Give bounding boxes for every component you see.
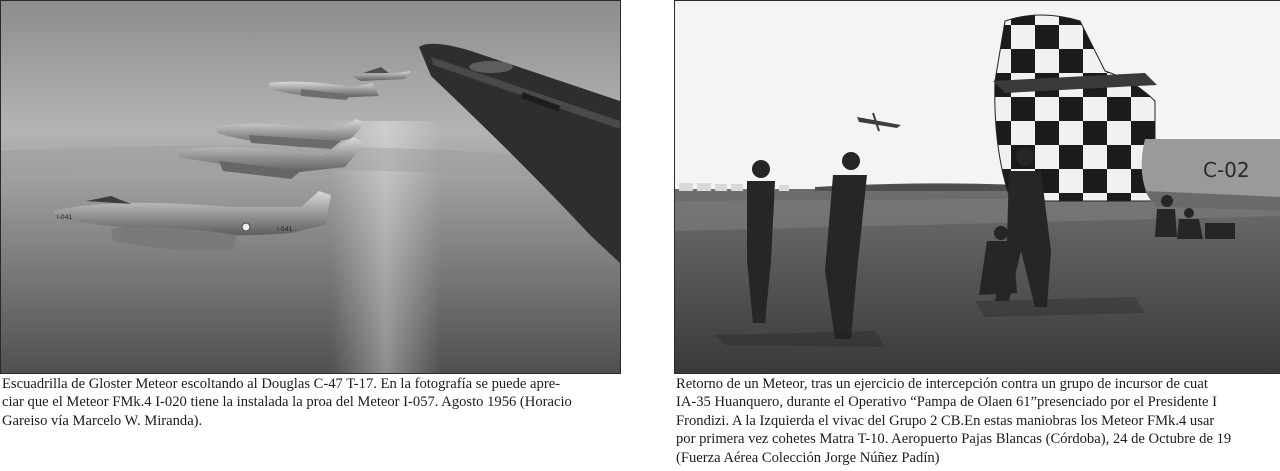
photo-airfield-return-image (675, 1, 1280, 373)
caption-line: Gareiso vía Marcelo W. Miranda). (2, 412, 203, 429)
aircraft-marking: I-041 (277, 226, 293, 233)
photo-meteor-formation (0, 0, 621, 374)
caption-line: (Fuerza Aérea Colección Jorge Núñez Padín) (676, 449, 940, 466)
caption-right (676, 375, 1280, 471)
photo-meteor-formation-image (1, 1, 620, 373)
caption-line: por primera vez cohetes Matra T-10. Aeropuerto Pajas Blancas (Córdoba), 24 de Octubre de 19 (676, 431, 1232, 448)
caption-line: IA-35 Huanquero, durante el Operativo “Pampa de Olaen 61”presenciado por el Presidente I (676, 394, 1217, 411)
aircraft-marking: I-041 (57, 214, 73, 221)
caption-line: Escuadrilla de Gloster Meteor escoltando al Douglas C-47 T-17. En la fotografía se puede apre- (2, 376, 561, 392)
caption-line: Frondizi. A la Izquierda el vivac del Grupo 2 CB.En estas maniobras los Meteor FMk.4 usar (676, 412, 1215, 429)
photo-airfield-return (674, 0, 1280, 374)
caption-line: Retorno de un Meteor, tras un ejercicio de intercepción contra un grupo de incursor de cuat (676, 376, 1208, 392)
caption-line: ciar que el Meteor FMk.4 I-020 tiene la instalada la proa del Meteor I-057. Agosto 1956 (Horacio (2, 394, 572, 411)
caption-left (2, 375, 622, 435)
tail-code: C-02 (1203, 158, 1250, 182)
